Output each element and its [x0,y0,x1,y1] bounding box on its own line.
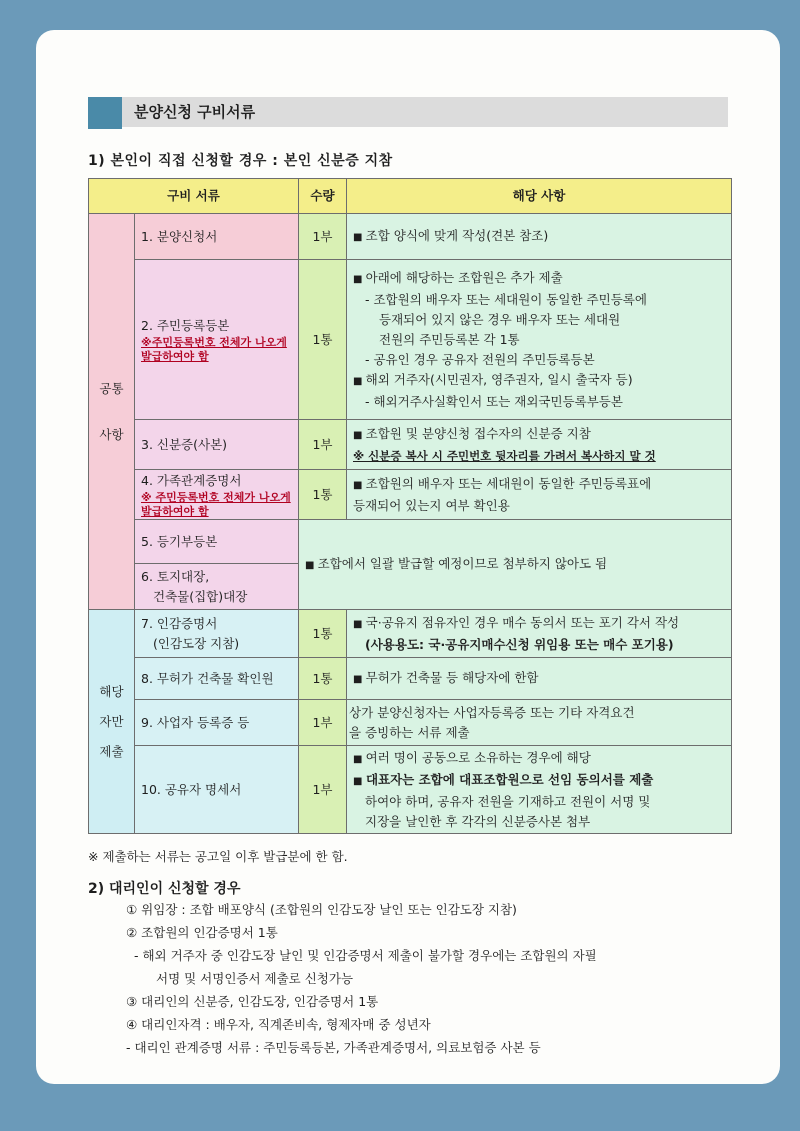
doc-qty: 1통 [299,470,347,520]
doc-name: 9. 사업자 등록증 등 [135,700,299,746]
heading-self-application: 1) 본인이 직접 신청할 경우 : 본인 신분증 지참 [88,153,393,169]
list-item: ② 조합원의 인감증명서 1통 [126,925,278,940]
table-row [89,260,732,420]
doc-qty: 1통 [299,610,347,658]
doc-name: 5. 등기부등본 [135,520,299,564]
list-item: 서명 및 서명인증서 제출로 신청가능 [156,971,354,986]
category-common: 공통 사항 [89,214,135,610]
header-qty: 수량 [299,179,347,214]
table-row [89,420,732,470]
doc-desc: ■ 국·공유지 점유자인 경우 매수 동의서 또는 포기 각서 작성 (사용용도: 국·공유지매수신청 위임용 또는 매수 포기용) [347,610,732,658]
doc-name: 8. 무허가 건축물 확인원 [135,658,299,700]
doc-desc: ■ 조합원 및 분양신청 접수자의 신분증 지참 ※ 신분증 복사 시 주민번호 뒷자리를 가려서 복사하지 말 것 [347,420,732,470]
table-row [89,700,732,746]
doc-name: 7. 인감증명서 (인감도장 지참) [135,610,299,658]
doc-qty: 1통 [299,658,347,700]
doc-note: ※ 주민등록번호 전체가 나오게 발급하여야 함 [141,490,291,518]
doc-qty: 1부 [299,420,347,470]
submission-footnote: ※ 제출하는 서류는 공고일 이후 발급분에 한 함. [88,849,348,864]
section-title: 분양신청 구비서류 [134,103,256,121]
heading-proxy-application: 2) 대리인이 신청할 경우 [88,881,241,897]
category-apply: 해당 자만 제출 [89,610,135,834]
list-item: - 대리인 관계증명 서류 : 주민등록등본, 가족관계증명서, 의료보험증 사본 등 [126,1040,541,1055]
doc-name: 4. 가족관계증명서 ※ 주민등록번호 전체가 나오게 발급하여야 함 [135,470,299,520]
doc-qty: 1부 [299,214,347,260]
doc-desc: ■ 조합에서 일괄 발급할 예정이므로 첨부하지 않아도 됨 [299,520,732,610]
doc-desc: ■ 조합 양식에 맞게 작성(견본 참조) [347,214,732,260]
table-row [89,746,732,834]
doc-name: 6. 토지대장, 건축물(집합)대장 [135,564,299,610]
header-desc: 해당 사항 [347,179,732,214]
doc-qty: 1부 [299,746,347,834]
doc-desc: 상가 분양신청자는 사업자등록증 또는 기타 자격요건 을 증빙하는 서류 제출 [347,700,732,746]
table-row [89,470,732,520]
doc-name: 2. 주민등록등본 ※주민등록번호 전체가 나오게 발급하여야 함 [135,260,299,420]
section-marker-icon [88,97,122,129]
list-item: ④ 대리인자격 : 배우자, 직계존비속, 형제자매 중 성년자 [126,1017,431,1032]
proxy-requirements-list [108,898,738,1059]
header-docs: 구비 서류 [89,179,299,214]
list-item: - 해외 거주자 중 인감도장 날인 및 인감증명서 제출이 불가할 경우에는 조합원의 자필 [134,948,597,963]
table-row [89,658,732,700]
list-item: ③ 대리인의 신분증, 인감도장, 인감증명서 1통 [126,994,379,1009]
table-row [89,610,732,658]
list-item: ① 위임장 : 조합 배포양식 (조합원의 인감도장 날인 또는 인감도장 지참) [126,902,517,917]
doc-desc: ■ 아래에 해당하는 조합원은 추가 제출 - 조합원의 배우자 또는 세대원이 동일한 주민등록에 등재되어 있지 않은 경우 배우자 또는 세대원 전원의 주민등록본 각 1통 - 공유인 경우 공유자 전원의 주민등록등본 ■ 해외 거주자(시민권자, 영주권자, 일시 출국자 등) - 해외거주사실확인서 또는 재외국민등록부등본 [347,260,732,420]
required-documents-table [88,178,732,834]
doc-qty: 1부 [299,700,347,746]
doc-name: 10. 공유자 명세서 [135,746,299,834]
table-row [89,214,732,260]
table-header-row [89,179,732,214]
doc-name: 1. 분양신청서 [135,214,299,260]
doc-qty: 1통 [299,260,347,420]
table-row [89,520,732,564]
doc-desc: ■ 여러 명이 공동으로 소유하는 경우에 해당 ■ 대표자는 조합에 대표조합원으로 선임 동의서를 제출 하여야 하며, 공유자 전원을 기재하고 전원이 서명 및 지장을 날인한 후 각각의 신분증사본 첨부 [347,746,732,834]
doc-note: ※주민등록번호 전체가 나오게 발급하여야 함 [141,335,287,363]
doc-desc: ■ 무허가 건축물 등 해당자에 한함 [347,658,732,700]
doc-desc: ■ 조합원의 배우자 또는 세대원이 동일한 주민등록표에 등재되어 있는지 여부 확인용 [347,470,732,520]
doc-name: 3. 신분증(사본) [135,420,299,470]
